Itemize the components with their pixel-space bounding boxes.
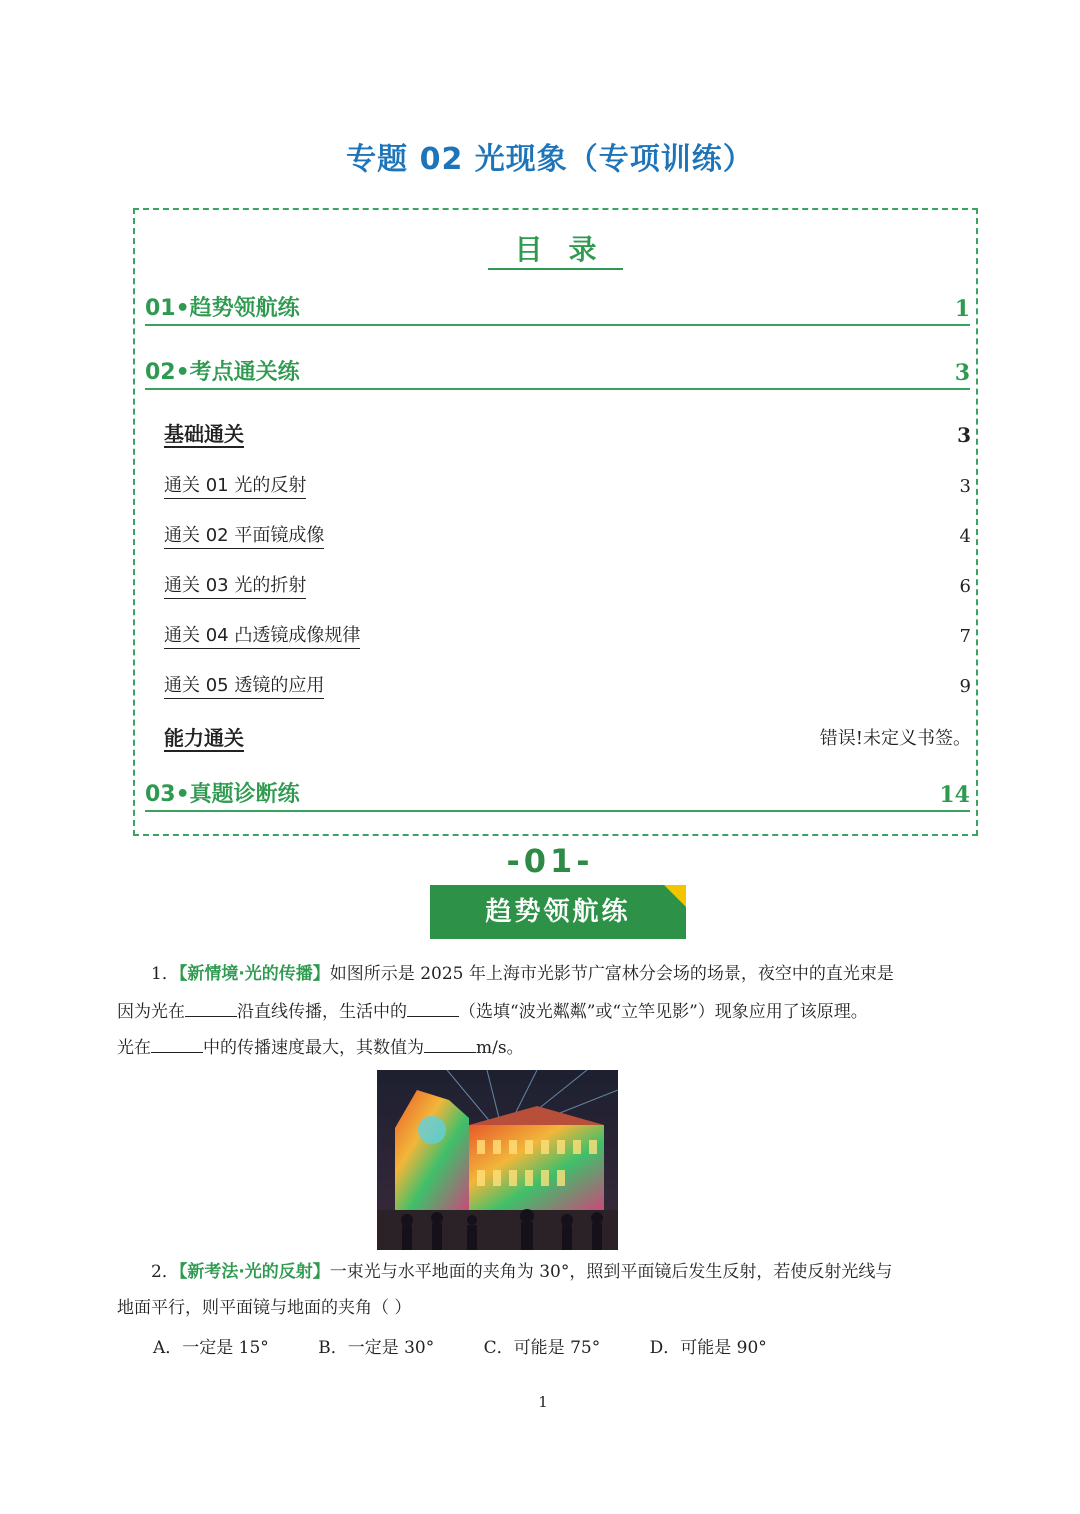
toc-sub-label: 通关 01 光的反射 <box>164 474 306 499</box>
page-title: 专题 02 光现象（专项训练） <box>346 142 754 177</box>
toc-sub-page: 3 <box>959 476 971 497</box>
option-a[interactable]: A．一定是 15° <box>153 1338 269 1358</box>
question-text: m/s。 <box>476 1038 524 1058</box>
question-tag: 【新考法·光的反射】 <box>178 1262 330 1282</box>
question-text: （选填“波光粼粼”或“立竿见影”）现象应用了该原理。 <box>459 1002 868 1022</box>
question-1-line-3 <box>117 1034 977 1060</box>
page-number: 1 <box>538 1393 548 1411</box>
toc-sub-label: 通关 05 透镜的应用 <box>164 674 324 699</box>
question-1-line-2 <box>117 998 977 1024</box>
toc-entry-exam[interactable] <box>145 780 970 812</box>
toc-sub-page: 7 <box>959 626 971 647</box>
toc-sub-item[interactable] <box>164 524 971 550</box>
question-text: 光在 <box>117 1038 151 1058</box>
toc-sub-item[interactable] <box>164 624 971 650</box>
toc-sub-page: 错误!未定义书签。 <box>819 728 971 749</box>
answer-blank[interactable] <box>185 998 237 1017</box>
light-show-illustration <box>377 1070 618 1250</box>
toc-sub-basic[interactable] <box>164 422 971 448</box>
question-2-line-2: 地面平行，则平面镜与地面的夹角（ ） <box>117 1298 412 1318</box>
toc-heading: 目录 <box>135 228 976 268</box>
question-number: 1． <box>151 964 179 984</box>
question-text: 沿直线传播，生活中的 <box>237 1002 407 1022</box>
toc-sub-label: 通关 04 凸透镜成像规律 <box>164 624 360 649</box>
toc-sub-label: 通关 03 光的折射 <box>164 574 306 599</box>
toc-sub-label: 能力通关 <box>164 726 244 750</box>
toc-entry-checkpoint[interactable] <box>145 358 970 390</box>
option-c[interactable]: C．可能是 75° <box>483 1338 601 1358</box>
toc-sub-page: 3 <box>957 423 971 447</box>
toc-entry-page: 14 <box>939 782 970 808</box>
toc-entry-label: 01•趋势领航练 <box>145 296 300 321</box>
toc-sub-label: 通关 02 平面镜成像 <box>164 524 324 549</box>
toc-sub-page: 4 <box>959 526 971 547</box>
question-text: 如图所示是 2025 年上海市光影节广富林分会场的场景，夜空中的直光束是 <box>329 964 894 984</box>
toc-sub-page: 6 <box>959 576 971 597</box>
toc-sub-page: 9 <box>959 676 971 697</box>
toc-sub-ability[interactable] <box>164 726 971 752</box>
answer-blank[interactable] <box>407 998 459 1017</box>
toc-entry-label: 03•真题诊断练 <box>145 782 300 807</box>
toc-sub-label: 基础通关 <box>164 422 244 446</box>
question-2-line-1 <box>117 1260 977 1284</box>
toc-sub-item[interactable] <box>164 574 971 600</box>
toc-sub-item[interactable] <box>164 474 971 500</box>
light-show-photo <box>377 1070 618 1250</box>
section-number: -01- <box>506 842 594 880</box>
toc-entry-page: 1 <box>954 296 970 322</box>
option-d[interactable]: D．可能是 90° <box>649 1338 767 1358</box>
section-banner-label: 趋势领航练 <box>485 897 631 927</box>
question-text: 因为光在 <box>117 1002 185 1022</box>
question-2-options <box>153 1333 811 1358</box>
option-b[interactable]: B．一定是 30° <box>318 1338 435 1358</box>
question-1-line-1 <box>117 962 977 986</box>
answer-blank[interactable] <box>424 1034 476 1053</box>
toc-entry-trend[interactable] <box>145 294 970 326</box>
toc-entry-page: 3 <box>954 360 970 386</box>
answer-blank[interactable] <box>151 1034 203 1053</box>
question-tag: 【新情境·光的传播】 <box>178 964 330 984</box>
question-number: 2． <box>151 1262 179 1282</box>
toc-sub-item[interactable] <box>164 674 971 700</box>
toc-entry-label: 02•考点通关练 <box>145 360 300 385</box>
section-banner <box>430 885 686 939</box>
question-text: 中的传播速度最大，其数值为 <box>203 1038 424 1058</box>
banner-corner-accent <box>664 885 686 907</box>
question-text: 一束光与水平地面的夹角为 30°，照到平面镜后发生反射，若使反射光线与 <box>329 1262 893 1282</box>
table-of-contents <box>133 208 978 836</box>
